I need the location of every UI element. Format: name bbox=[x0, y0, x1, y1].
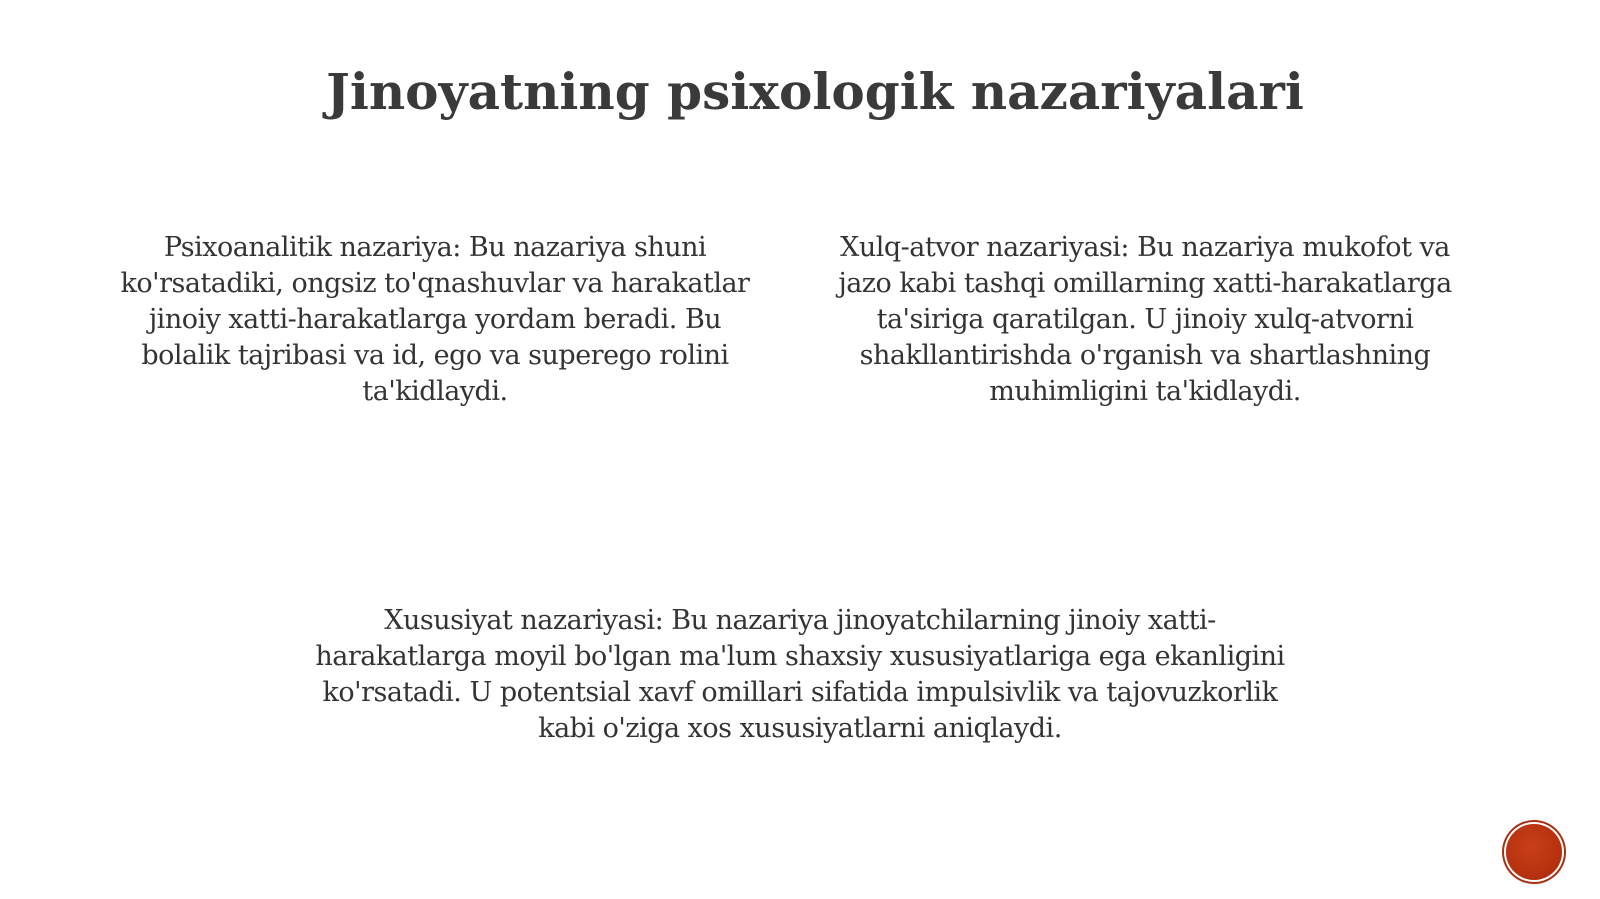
trait-theory-text: Xususiyat nazariyasi: Bu nazariya jinoyatchilarning jinoiy xatti-harakatlarga moyil bo'lgan ma'lum shaxsiy xususiyatlariga ega ekanligini ko'rsatadi. U potentsial xavf omillari sifatida impulsivlik va tajovuzkorlik kabi o'ziga xos xususiyatlarni aniqlaydi. bbox=[315, 605, 1285, 744]
behavioral-theory-text: Xulq-atvor nazariyasi: Bu nazariya mukofot va jazo kabi tashqi omillarning xatti-harakatlarga ta'siriga qaratilgan. U jinoiy xulq-atvorni shakllantirishda o'rganish va shartlashning muhimligini ta'kidlaydi. bbox=[838, 232, 1452, 407]
round-nav-button-icon[interactable] bbox=[1506, 824, 1562, 880]
slide-title: Jinoyatning psixologik nazariyalari bbox=[326, 62, 1304, 121]
psychoanalytic-theory-text: Psixoanalitik nazariya: Bu nazariya shuni ko'rsatadiki, ongsiz to'qnashuvlar va harakatlar jinoiy xatti-harakatlarga yordam beradi. Bu bolalik tajribasi va id, ego va superego rolini ta'kidlaydi. bbox=[120, 232, 750, 407]
